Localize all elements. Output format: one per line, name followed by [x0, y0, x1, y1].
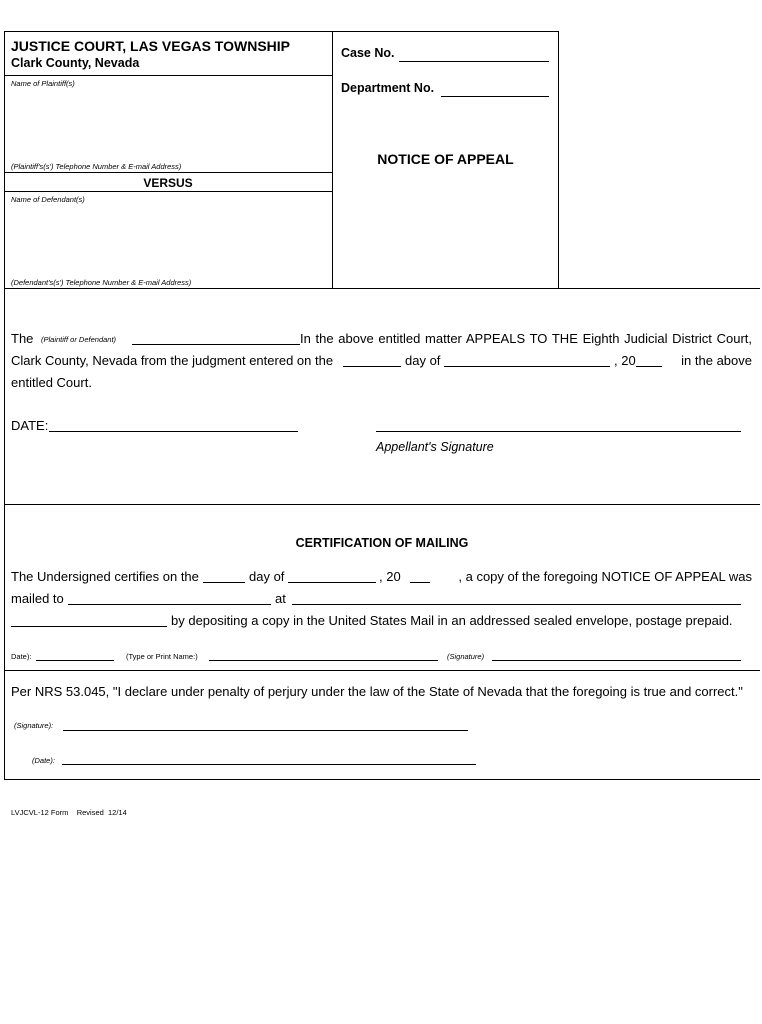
defendant-name-label: Name of Defendant(s) [11, 195, 85, 204]
cert-day-field[interactable] [203, 568, 245, 583]
cert-signature-label: (Signature) [447, 652, 485, 661]
mailing-address-field-2[interactable] [11, 612, 167, 627]
department-no-field[interactable] [441, 82, 549, 97]
plaintiff-name-label: Name of Plaintiff(s) [11, 79, 75, 88]
cert-l1-d: , a copy of the foregoing NOTICE OF APPEAL was [458, 569, 752, 584]
versus-label: VERSUS [143, 176, 193, 190]
appeal-date-field[interactable] [49, 417, 298, 432]
judgment-year-field[interactable] [636, 352, 662, 367]
party-hint: (Plaintiff or Defendant) [41, 335, 117, 344]
appellant-party-field[interactable] [132, 330, 300, 345]
form-id: LVJCVL-12 Form Revised 12/14 [11, 808, 127, 817]
header-box-bottom [4, 288, 760, 289]
cert-month-field[interactable] [288, 568, 376, 583]
defendant-contact-label: (Defendant's(s') Telephone Number & E-mail Address) [11, 278, 192, 287]
cert-signature-field[interactable] [492, 646, 741, 661]
case-no-field[interactable] [399, 47, 549, 62]
appeal-line2-c: , 20 [614, 353, 636, 368]
appeal-line1-rest: In the above entitled matter APPEALS TO THE Eighth Judicial District Court, [300, 331, 752, 346]
declaration-signature-field[interactable] [63, 716, 468, 731]
mailing-address-field[interactable] [292, 590, 741, 605]
declaration-bottom [4, 779, 760, 780]
cert-l1-a: The Undersigned certifies on the [11, 569, 199, 584]
header-box-left [4, 31, 5, 505]
versus-bottom-line [4, 191, 332, 192]
cert-l1-b: day of [249, 569, 285, 584]
declaration-signature-label: (Signature): [14, 721, 54, 730]
declaration-text: Per NRS 53.045, "I declare under penalty of perjury under the law of the State of Nevada that the foregoing is true and correct." [11, 684, 743, 699]
cert-l3: by depositing a copy in the United States Mail in an addressed sealed envelope, postage prepaid. [171, 613, 733, 628]
case-no-label: Case No. [341, 46, 395, 60]
judgment-day-field[interactable] [343, 352, 401, 367]
cert-year-field[interactable] [410, 568, 430, 583]
judgment-month-field[interactable] [444, 352, 610, 367]
appellant-signature-label: Appellant's Signature [376, 440, 494, 454]
cert-date-field[interactable] [36, 646, 114, 661]
appeal-line2-a: Clark County, Nevada from the judgment entered on the [11, 353, 334, 368]
appeal-line2-d: in the above [681, 353, 752, 368]
plaintiff-contact-label: (Plaintiff's(s') Telephone Number & E-mail Address) [11, 162, 182, 171]
certification-title: CERTIFICATION OF MAILING [295, 536, 469, 550]
cert-print-name-field[interactable] [209, 646, 438, 661]
cert-l2-a: mailed to [11, 591, 64, 606]
cert-l1-c: , 20 [379, 569, 401, 584]
cert-divider [4, 670, 760, 671]
appeal-date-label: DATE: [11, 418, 49, 433]
appeal-section-bottom [4, 504, 760, 505]
declaration-date-field[interactable] [62, 750, 476, 765]
notice-title: NOTICE OF APPEAL [377, 151, 514, 167]
appeal-line2-b: day of [405, 353, 441, 368]
mailed-to-field[interactable] [68, 590, 271, 605]
court-name: JUSTICE COURT, LAS VEGAS TOWNSHIP [11, 38, 290, 54]
appellant-signature-field[interactable] [376, 417, 741, 432]
header-box-right [558, 31, 559, 289]
cert-print-name-label: (Type or Print Name:) [126, 652, 198, 661]
county-name: Clark County, Nevada [11, 56, 140, 70]
header-box-top [4, 31, 559, 32]
versus-top-line [4, 172, 332, 173]
appeal-the: The [11, 331, 34, 346]
court-title-underline [4, 75, 332, 76]
appeal-line3: entitled Court. [11, 375, 92, 390]
department-no-label: Department No. [341, 81, 435, 95]
declaration-date-label: (Date): [32, 756, 55, 765]
cert-date-label: Date): [11, 652, 32, 661]
cert-l2-b: at [275, 591, 286, 606]
